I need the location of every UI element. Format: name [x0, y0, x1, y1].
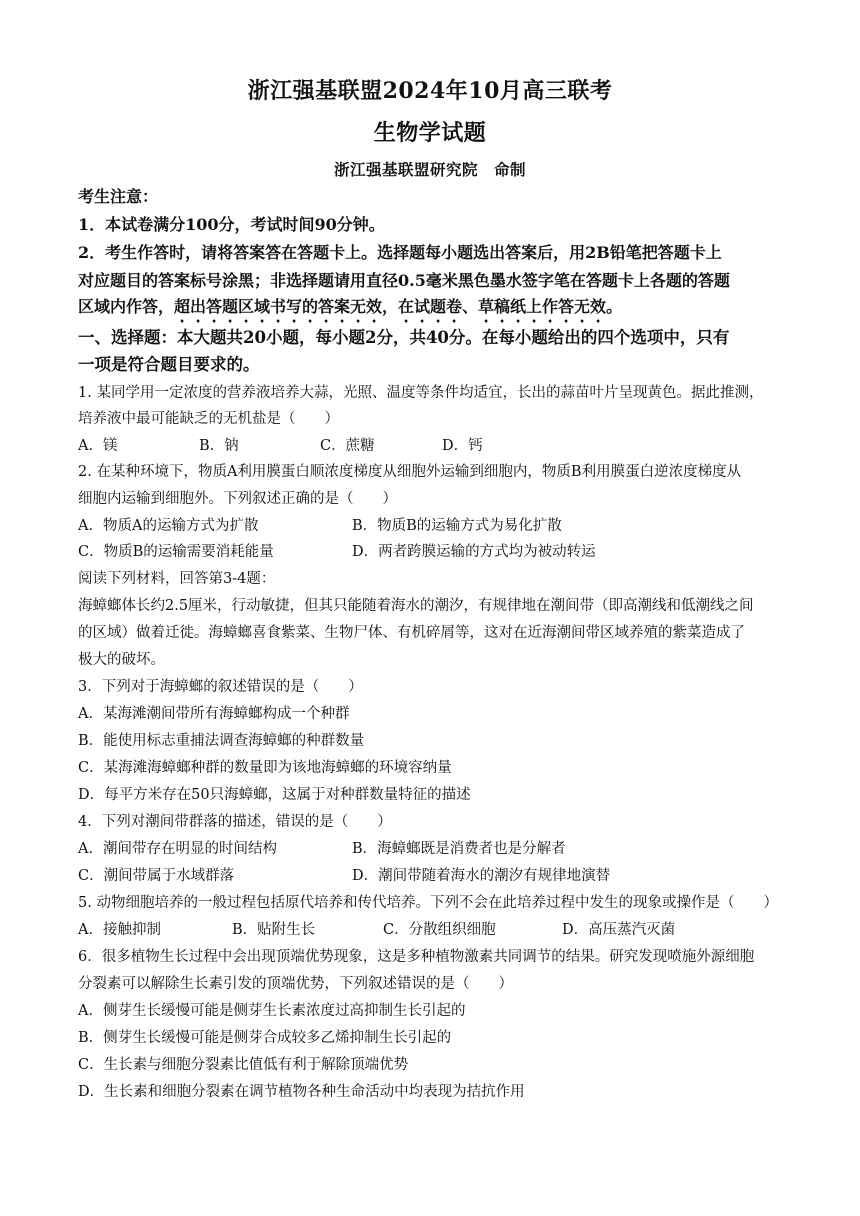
q2-option-b: B．物质B的运输方式为易化扩散: [352, 518, 562, 534]
q1-stem-line-2: 培养液中最可能缺乏的无机盐是（ ）: [78, 411, 339, 427]
q5-option-a: A．接触抑制: [78, 922, 161, 938]
notice-text: ，: [382, 297, 399, 316]
notice-emphasis-1: 超出答题区域书写的答案无效: [174, 297, 383, 316]
q4-option-b: B．海蟑螂既是消费者也是分解者: [352, 841, 566, 857]
q6-stem-line-2: 分裂素可以解除生长素引发的顶端优势，下列叙述错误的是（ ）: [78, 976, 513, 992]
q1-option-b: B．钠: [199, 438, 239, 454]
q3-stem: 3．下列对于海蟑螂的叙述错误的是（ ）: [78, 679, 363, 695]
q5-option-c: C．分散组织细胞: [383, 922, 496, 938]
q6-option-a: A．侧芽生长缓慢可能是侧芽生长素浓度过高抑制生长引起的: [78, 1003, 466, 1019]
q3-option-d: D．每平方米存在50只海蟑螂，这属于对种群数量特征的描述: [78, 787, 471, 803]
q2-stem-line-1: 2. 在某种环境下，物质A利用膜蛋白顺浓度梯度从细胞外运输到细胞内，物质B利用膜蛋白逆浓度梯度从: [78, 464, 742, 480]
material-paragraph-line-2: 的区域）做着迁徙。海蟑螂喜食紫菜、生物尸体、有机碎屑等，这对在近海潮间带区域养殖的紫菜造成了: [78, 625, 745, 641]
q4-stem: 4．下列对潮间带群落的描述，错误的是（ ）: [78, 814, 392, 830]
notice-heading: 考生注意：: [78, 187, 159, 206]
exam-author: 浙江强基联盟研究院 命制: [333, 160, 526, 179]
q5-option-b: B．贴附生长: [232, 922, 316, 938]
q1-option-d: D．钙: [442, 438, 483, 454]
q1-stem-line-1: 1. 某同学用一定浓度的营养液培养大蒜，光照、温度等条件均适宜，长出的蒜苗叶片呈现黄色。据此推测，: [78, 385, 764, 401]
notice-item-2-line-2: 对应题目的答案标号涂黑；非选择题请用直径0.5毫米黑色墨水签字笔在答题卡上各题的答题: [78, 271, 730, 290]
notice-item-2-line-1: 2．考生作答时，请将答案答在答题卡上。选择题每小题选出答案后，用2B铅笔把答题卡上: [78, 243, 722, 262]
q2-option-c: C．物质B的运输需要消耗能量: [78, 544, 274, 560]
exam-subject: 生物学试题: [373, 120, 487, 146]
q5-stem: 5. 动物细胞培养的一般过程包括原代培养和传代培养。下列不会在此培养过程中发生的现象或操作是（ ）: [78, 895, 778, 911]
q3-option-a: A．某海滩潮间带所有海蟑螂构成一个种群: [78, 706, 350, 722]
q1-option-a: A．镁: [78, 438, 118, 454]
q4-option-d: D．潮间带随着海水的潮汐有规律地演替: [352, 868, 611, 884]
notice-item-2-line-3: [78, 296, 788, 326]
material-paragraph-line-3: 极大的破坏。: [78, 652, 165, 668]
q4-option-a: A．潮间带存在明显的时间结构: [78, 841, 277, 857]
q5-option-d: D．高压蒸汽灭菌: [562, 922, 676, 938]
exam-title: 浙江强基联盟2024年10月高三联考: [247, 78, 613, 104]
q3-option-c: C．某海滩海蟑螂种群的数量即为该地海蟑螂的环境容纳量: [78, 760, 452, 776]
q1-option-c: C．蔗糖: [320, 438, 375, 454]
section-1-heading-line-1: 一、选择题：本大题共20小题，每小题2分，共40分。在每小题给出的四个选项中，只有: [78, 328, 730, 347]
notice-emphasis-2: 在试题卷、草稿纸上作答无效: [398, 297, 607, 316]
q2-stem-line-2: 细胞内运输到细胞外。下列叙述正确的是（ ）: [78, 491, 397, 507]
notice-text: 。: [606, 297, 623, 316]
notice-text: 区域内作答，: [78, 297, 175, 316]
q6-option-b: B．侧芽生长缓慢可能是侧芽合成较多乙烯抑制生长引起的: [78, 1030, 452, 1046]
q4-option-c: C．潮间带属于水域群落: [78, 868, 235, 884]
material-paragraph-line-1: 海蟑螂体长约2.5厘米，行动敏捷，但其只能随着海水的潮汐，有规律地在潮间带（即高潮线和低潮线之间: [78, 598, 754, 614]
section-1-heading-line-2: 一项是符合题目要求的。: [78, 355, 260, 374]
q6-option-c: C．生长素与细胞分裂素比值低有利于解除顶端优势: [78, 1057, 409, 1073]
material-intro: 阅读下列材料，回答第3-4题：: [78, 571, 276, 587]
q2-option-a: A．物质A的运输方式为扩散: [78, 518, 259, 534]
q2-option-d: D．两者跨膜运输的方式均为被动转运: [352, 544, 596, 560]
q6-option-d: D．生长素和细胞分裂素在调节植物各种生命活动中均表现为拮抗作用: [78, 1084, 525, 1100]
q6-stem-line-1: 6．很多植物生长过程中会出现顶端优势现象，这是多种植物激素共同调节的结果。研究发现喷施外源细胞: [78, 949, 755, 965]
q3-option-b: B．能使用标志重捕法调查海蟑螂的种群数量: [78, 733, 365, 749]
notice-item-1: 1．本试卷满分100分，考试时间90分钟。: [78, 215, 385, 234]
